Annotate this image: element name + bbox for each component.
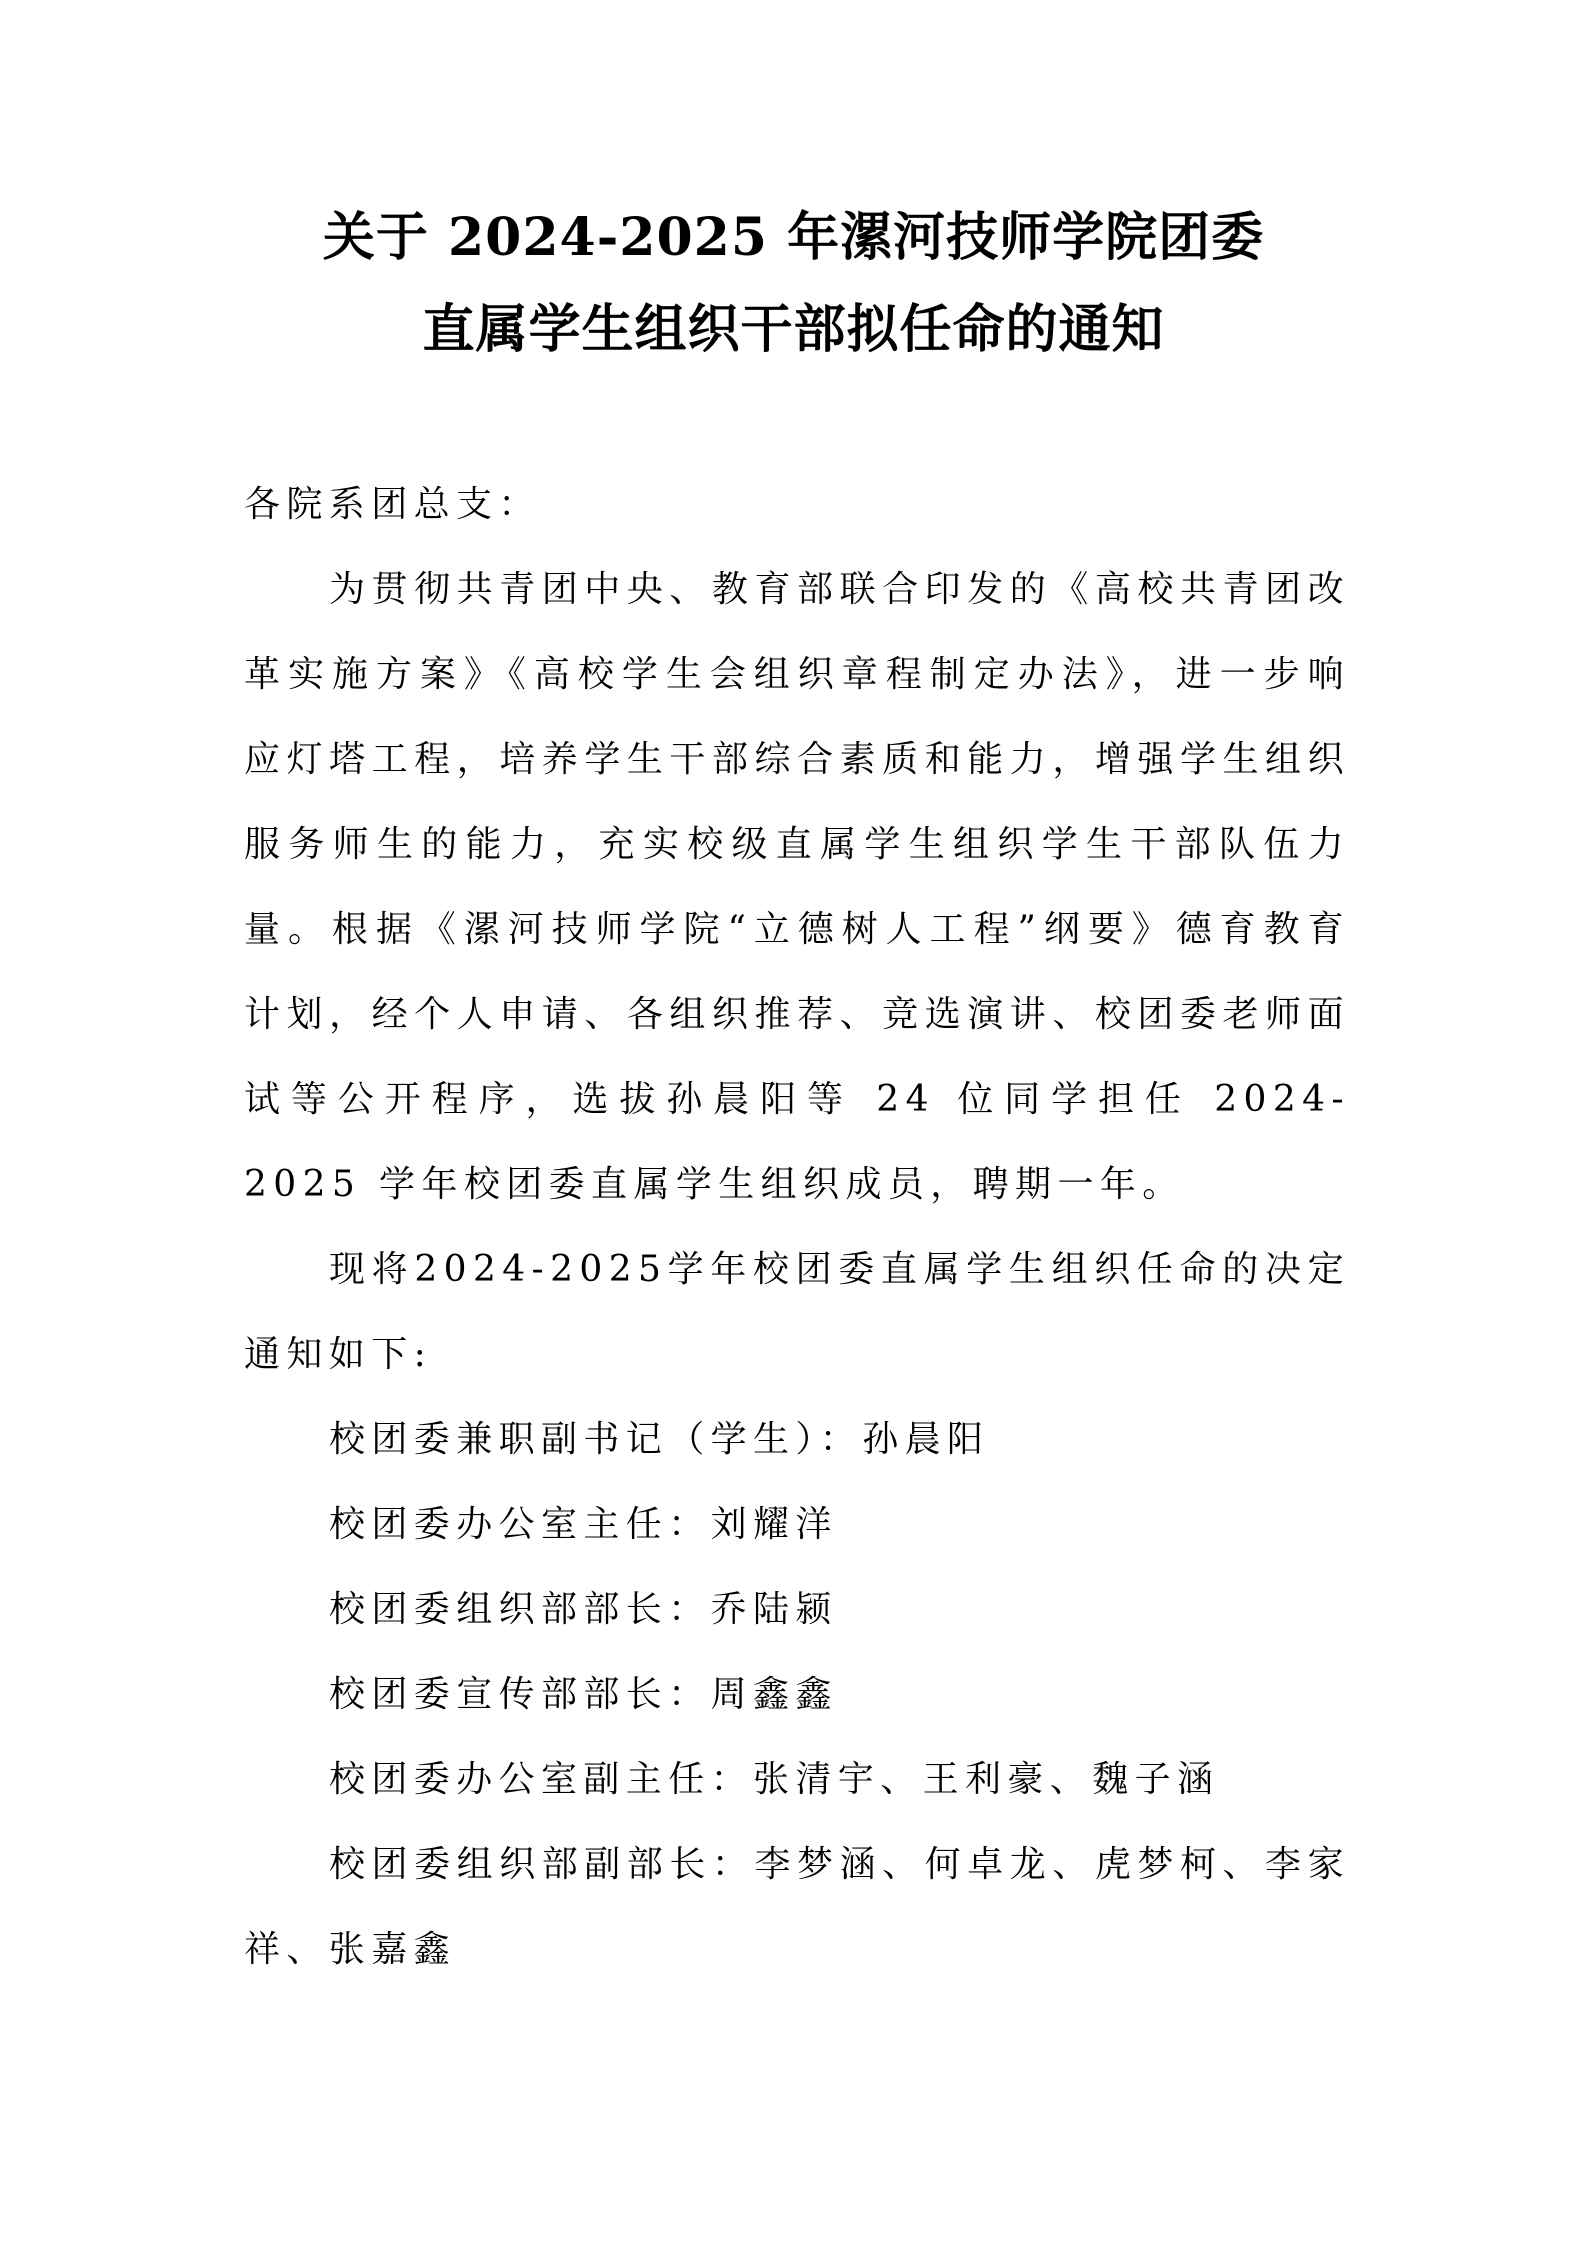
appointment-organization-head: 校团委组织部部长：乔陆颍 xyxy=(329,1589,838,1630)
appointment-office-director: 校团委办公室主任：刘耀洋 xyxy=(329,1504,838,1545)
document-body xyxy=(244,462,1350,1992)
appointment-publicity-head: 校团委宣传部部长：周鑫鑫 xyxy=(329,1674,838,1715)
title-line-2: 直属学生组织干部拟任命的通知 xyxy=(422,299,1165,360)
salutation: 各院系团总支： xyxy=(244,484,541,525)
appointment-office-deputy-directors: 校团委办公室副主任：张清宇、王利豪、魏子涵 xyxy=(329,1759,1220,1800)
appointment-organization-deputy-heads: 校团委组织部副部长：李梦涵、何卓龙、虎梦柯、李家祥、张嘉鑫 xyxy=(244,1844,1350,1970)
appointment-deputy-secretary: 校团委兼职副书记（学生）：孙晨阳 xyxy=(329,1419,990,1460)
paragraph-purpose: 为贯彻共青团中央、教育部联合印发的《高校共青团改革实施方案》《高校学生会组织章程制定办法》，进一步响应灯塔工程，培养学生干部综合素质和能力，增强学生组织服务师生的能力，充实校级直属学生组织学生干部队伍力量。根据《漯河技师学院“立德树人工程”纲要》德育教育计划，经个人申请、各组织推荐、竞选演讲、校团委老师面试等公开程序，选拔孙晨阳等 24 位同学担任 2024-2025 学年校团委直属学生组织成员，聘期一年。 xyxy=(244,569,1350,1205)
paragraph-announcement: 现将2024-2025学年校团委直属学生组织任命的决定通知如下: xyxy=(244,1249,1350,1375)
title-line-1: 关于 2024-2025 年漯河技师学院团委 xyxy=(322,207,1265,268)
document-title xyxy=(0,192,1587,376)
